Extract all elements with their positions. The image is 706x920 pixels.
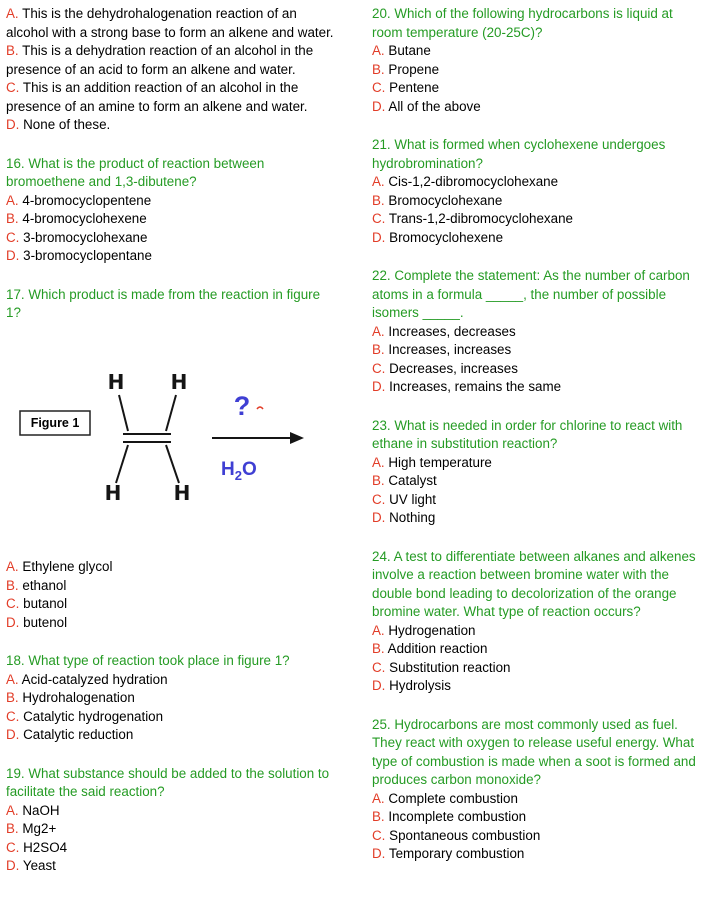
option-item — [6, 595, 334, 614]
hydrogen-atom-top-right: H — [170, 369, 188, 394]
option-letter: B. — [372, 192, 385, 208]
question-text: 22. Complete the statement: As the number of carbon atoms in a formula _____, the number of possible isomers _____. — [372, 268, 690, 320]
options-list — [372, 323, 700, 397]
option-letter: B. — [6, 577, 19, 593]
options-list — [372, 173, 700, 247]
option-item — [372, 659, 700, 678]
option-item — [6, 558, 334, 577]
question-text: 17. Which product is made from the reaction in figure 1? — [6, 286, 321, 320]
option-letter: A. — [372, 43, 385, 58]
option-item — [372, 845, 700, 864]
option-text: 3-bromocyclopentane — [23, 248, 152, 263]
option-letter: A. — [6, 559, 19, 574]
option-letter: C. — [6, 229, 20, 245]
option-item — [6, 210, 334, 229]
option-text: Hydrohalogenation — [22, 690, 135, 705]
figure-1 — [16, 353, 334, 514]
option-text: This is an addition reaction of an alcohol in the presence of an amine to form an alkene and water. — [6, 80, 308, 114]
hydrogen-atom-bottom-right: H — [173, 480, 191, 505]
option-item — [372, 360, 700, 379]
option-item — [6, 708, 334, 727]
option-letter: D. — [6, 614, 20, 630]
option-item — [372, 323, 700, 342]
option-item — [372, 341, 700, 360]
option-item — [372, 378, 700, 397]
option-letter: A. — [372, 454, 385, 470]
option-text: None of these. — [23, 117, 111, 132]
option-text: UV light — [389, 491, 437, 507]
option-item — [372, 640, 700, 659]
unknown-product-question-mark: ? — [233, 390, 251, 421]
options-list — [372, 42, 700, 116]
option-item — [372, 61, 700, 80]
option-text: Addition reaction — [387, 641, 488, 656]
bond-line — [119, 395, 128, 431]
option-item — [6, 726, 334, 745]
hydrogen-atom-bottom-left: H — [104, 480, 122, 505]
question-text: 19. What substance should be added to the solution to facilitate the said reaction? — [6, 765, 330, 799]
option-text: Catalyst — [388, 473, 437, 488]
option-letter: B. — [6, 43, 19, 58]
option-item — [372, 98, 700, 117]
option-text: Increases, increases — [388, 342, 512, 357]
option-item — [6, 802, 334, 821]
bond-line — [116, 445, 128, 483]
option-item — [372, 472, 700, 491]
question-text: 25. Hydrocarbons are most commonly used as fuel. They react with oxygen to release useful energy. What type of combustion is made when a soot is formed and produces carbon monoxide? — [372, 716, 696, 787]
option-text: 4-bromocyclohexene — [22, 211, 147, 226]
option-text: Mg2+ — [22, 821, 57, 836]
option-text: NaOH — [22, 802, 60, 818]
option-letter: C. — [372, 80, 386, 95]
option-letter: C. — [372, 827, 386, 843]
question-text: 23. What is needed in order for chlorine to react with ethane in substitution reaction? — [372, 417, 683, 451]
option-letter: D. — [372, 379, 386, 394]
options-list — [372, 454, 700, 528]
question-text: 18. What type of reaction took place in figure 1? — [6, 653, 290, 668]
reaction-arrow-head — [290, 432, 304, 444]
option-item — [6, 614, 334, 633]
option-text: Hydrogenation — [388, 622, 476, 638]
option-item — [372, 79, 700, 98]
water-formula: $H_2O$ — [221, 458, 257, 483]
option-letter: D. — [6, 727, 20, 742]
option-item — [372, 509, 700, 528]
option-letter: D. — [6, 248, 20, 263]
option-letter: A. — [6, 192, 19, 208]
option-text: Pentene — [389, 80, 440, 95]
option-item — [6, 671, 334, 690]
option-text: Yeast — [22, 858, 56, 873]
option-text: Catalytic reduction — [23, 727, 134, 742]
option-item — [6, 229, 334, 248]
option-text: 3-bromocyclohexane — [23, 229, 148, 245]
option-text: Complete combustion — [388, 790, 518, 806]
option-letter: D. — [372, 229, 386, 245]
quiz-column-right — [372, 5, 700, 920]
option-text: butenol — [23, 614, 68, 630]
options-list — [6, 5, 334, 135]
figure-1-diagram — [16, 353, 316, 508]
option-letter: B. — [6, 690, 19, 705]
option-text: Bromocyclohexane — [388, 192, 503, 208]
options-list — [372, 790, 700, 864]
option-item — [6, 839, 334, 858]
options-list — [6, 192, 334, 266]
option-letter: A. — [6, 802, 19, 818]
option-letter: C. — [372, 659, 386, 675]
option-item — [6, 192, 334, 211]
option-item — [372, 808, 700, 827]
option-item — [372, 173, 700, 192]
option-text: H2SO4 — [23, 839, 68, 855]
question-text: 20. Which of the following hydrocarbons is liquid at room temperature (20-25C)? — [372, 6, 673, 40]
figure-label: Figure 1 — [30, 415, 80, 430]
option-text: Propene — [388, 61, 440, 77]
option-letter: B. — [372, 61, 385, 77]
option-letter: B. — [372, 641, 385, 656]
option-text: This is the dehydrohalogenation reaction of an alcohol with a strong base to form an alkene and water. — [6, 6, 334, 40]
option-letter: A. — [6, 671, 19, 687]
option-letter: B. — [372, 809, 385, 824]
option-item — [372, 622, 700, 641]
option-text: butanol — [23, 596, 68, 611]
bond-line — [166, 445, 179, 483]
option-item — [6, 689, 334, 708]
option-text: Ethylene glycol — [22, 559, 113, 574]
option-item — [6, 5, 334, 42]
option-letter: C. — [6, 596, 20, 611]
option-letter: D. — [372, 678, 386, 693]
option-letter: D. — [6, 117, 20, 132]
question-text: 16. What is the product of reaction between bromoethene and 1,3-dibutene? — [6, 155, 265, 189]
option-text: ethanol — [22, 577, 67, 593]
question-text: 21. What is formed when cyclohexene undergoes hydrobromination? — [372, 137, 666, 171]
option-item — [6, 857, 334, 876]
option-letter: C. — [6, 708, 20, 724]
option-letter: D. — [6, 858, 20, 873]
option-text: This is a dehydration reaction of an alcohol in the presence of an acid to form an alkene and water. — [6, 43, 314, 77]
red-mark — [257, 407, 263, 409]
option-letter: D. — [372, 846, 386, 861]
option-letter: C. — [372, 211, 386, 226]
option-letter: C. — [6, 80, 20, 95]
option-item — [6, 79, 334, 116]
option-letter: A. — [372, 790, 385, 806]
bond-line — [166, 395, 176, 431]
option-item — [372, 491, 700, 510]
option-letter: A. — [372, 174, 385, 189]
option-item — [372, 454, 700, 473]
option-item — [6, 577, 334, 596]
option-text: Increases, remains the same — [389, 379, 562, 394]
option-letter: A. — [6, 6, 19, 21]
option-item — [6, 116, 334, 135]
option-letter: A. — [372, 622, 385, 638]
option-text: Nothing — [389, 510, 436, 525]
option-letter: B. — [6, 821, 19, 836]
option-text: Increases, decreases — [388, 323, 516, 339]
quiz-column-left — [6, 5, 334, 920]
option-text: Bromocyclohexene — [389, 229, 504, 245]
option-text: Trans-1,2-dibromocyclohexane — [388, 211, 573, 226]
option-text: High temperature — [388, 454, 492, 470]
option-item — [6, 42, 334, 79]
option-item — [372, 229, 700, 248]
option-item — [372, 790, 700, 809]
option-letter: B. — [372, 473, 385, 488]
option-text: All of the above — [388, 98, 481, 114]
option-item — [372, 210, 700, 229]
option-text: Temporary combustion — [388, 846, 525, 861]
option-text: Catalytic hydrogenation — [23, 708, 164, 724]
option-text: Spontaneous combustion — [389, 827, 541, 843]
option-letter: C. — [372, 491, 386, 507]
options-list — [372, 622, 700, 696]
option-item — [372, 827, 700, 846]
option-item — [372, 192, 700, 211]
option-text: Substitution reaction — [389, 659, 511, 675]
option-text: Incomplete combustion — [388, 809, 527, 824]
option-letter: C. — [6, 839, 20, 855]
options-list — [6, 671, 334, 745]
option-letter: A. — [372, 323, 385, 339]
options-list — [6, 558, 334, 632]
option-letter: D. — [372, 98, 386, 114]
option-item — [6, 247, 334, 266]
option-text: Decreases, increases — [389, 360, 518, 376]
question-text: 24. A test to differentiate between alkanes and alkenes involve a reaction between bromine water with the double bond leading to decolorization of the orange bromine water. What type of reaction occurs? — [372, 548, 696, 619]
options-list — [6, 802, 334, 876]
option-text: Butane — [388, 43, 431, 58]
option-letter: D. — [372, 510, 386, 525]
option-text: 4-bromocyclopentene — [22, 192, 152, 208]
option-letter: B. — [372, 342, 385, 357]
option-text: Cis-1,2-dibromocyclohexane — [388, 174, 559, 189]
option-text: Acid-catalyzed hydration — [21, 671, 168, 687]
option-item — [6, 820, 334, 839]
option-item — [372, 42, 700, 61]
option-letter: C. — [372, 360, 386, 376]
option-text: Hydrolysis — [389, 678, 451, 693]
hydrogen-atom-top-left: H — [107, 369, 125, 394]
option-item — [372, 677, 700, 696]
option-letter: B. — [6, 211, 19, 226]
